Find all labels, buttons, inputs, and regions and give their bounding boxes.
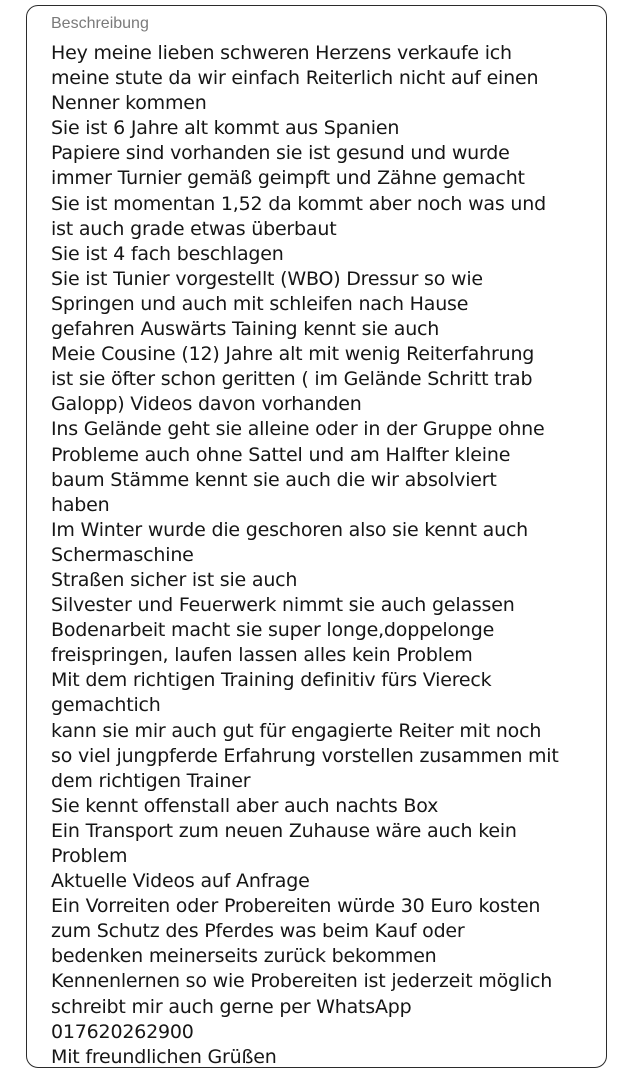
description-text[interactable]: Hey meine lieben schweren Herzens verkaufe ich meine stute da wir einfach Reiterlich nicht auf einen Nenner kommen Sie ist 6 Jahre alt kommt aus Spanien Papiere sind vorhanden sie ist gesund und wurde immer Turnier gemäß geimpft und Zähne gemacht Sie ist momentan 1,52 da kommt aber noch was und ist auch grade etwas überbaut Sie ist 4 fach beschlagen Sie ist Tunier vorgestellt (WBO) Dressur so wie Springen und auch mit schleifen nach Hause gefahren Auswärts Taining kennt sie auch Meie Cousine (12) Jahre alt mit wenig Reiterfahrung ist sie öfter schon geritten ( im Gelände Schritt trab Galopp) Videos davon vorhanden Ins Gelände geht sie alleine oder in der Gruppe ohne Probleme auch ohne Sattel und am Halfter kleine baum Stämme kennt sie auch die wir absolviert haben Im Winter wurde die geschoren also sie kennt auch Schermaschine Straßen sicher ist sie auch Silvester und Feuerwerk nimmt sie auch gelassen Bodenarbeit macht sie super longe,doppelonge freispringen, laufen lassen alles kein Problem Mit dem richtigen Training definitiv fürs Viereck gemachtich kann sie mir auch gut für engagierte Reiter mit noch so viel jungpferde Erfahrung vorstellen zusammen mit dem richtigen Trainer Sie kennt offenstall aber auch nachts Box Ein Transport zum neuen Zuhause wäre auch kein Problem Aktuelle Videos auf Anfrage Ein Vorreiten oder Probereiten würde 30 Euro kosten zum Schutz des Pferdes was beim Kauf oder bedenken meinerseits zurück bekommen Kennenlernen so wie Probereiten ist jederzeit möglich schreibt mir auch gerne per WhatsApp 017620262900 Mit freundlichen Grüßen xyxy=(51,42,559,1068)
description-label: Beschreibung xyxy=(51,15,149,32)
description-textarea[interactable] xyxy=(26,5,607,1068)
